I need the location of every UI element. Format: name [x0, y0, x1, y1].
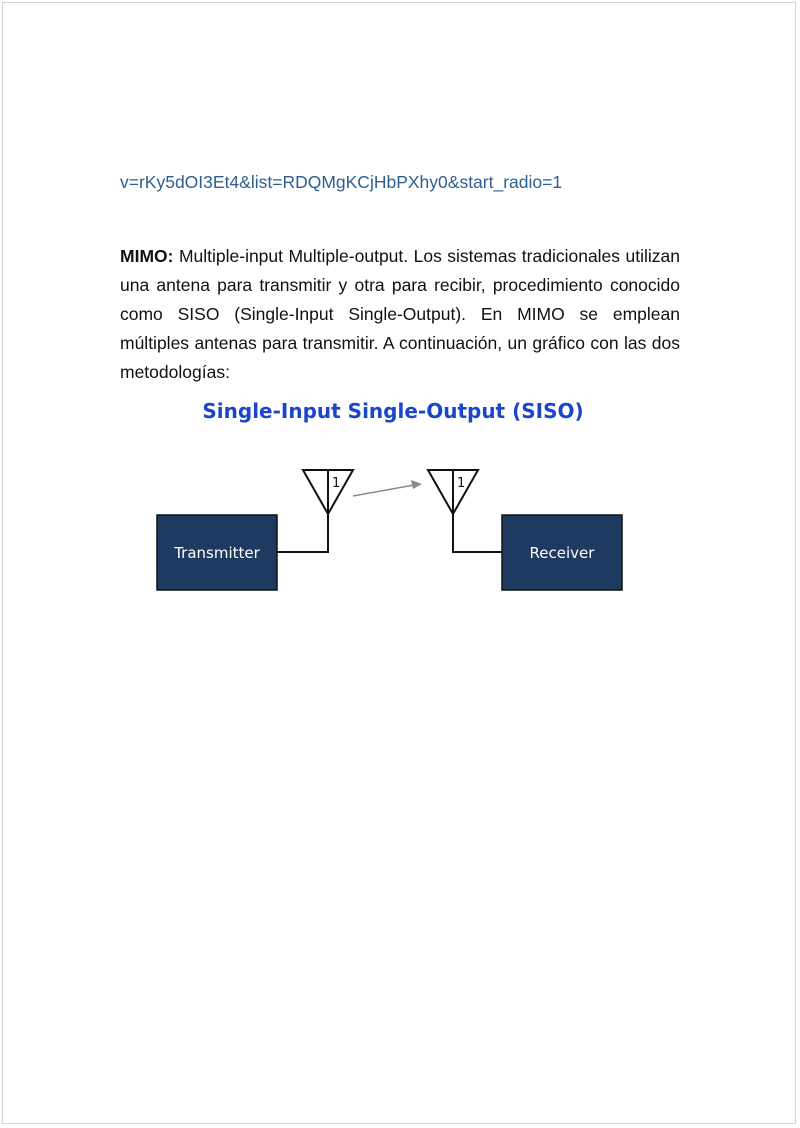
- receiver-label: Receiver: [529, 544, 595, 562]
- mimo-term: MIMO:: [120, 245, 174, 266]
- url-link[interactable]: v=rKy5dOI3Et4&list=RDQMgKCjHbPXhy0&start_radio=1: [120, 172, 563, 192]
- signal-arrow-icon: [353, 480, 422, 496]
- transmitter-label: Transmitter: [174, 544, 260, 562]
- receiver-block: [502, 515, 622, 590]
- tx-antenna-icon: [277, 470, 353, 552]
- rx-antenna-number: 1: [457, 476, 466, 491]
- mimo-description: Multiple-input Multiple-output. Los sistemas tradicionales utilizan una antena para transmitir y otra para recibir, procedimiento conocido como SISO (Single-Input Single-Output). En MIMO se emplean múltiples antenas para transmitir. A continuación, un gráfico con las dos metodologías:: [120, 245, 680, 382]
- diagram-title: Single-Input Single-Output (SISO): [202, 399, 584, 423]
- transmitter-block: [157, 515, 277, 590]
- tx-antenna-number: 1: [332, 476, 341, 491]
